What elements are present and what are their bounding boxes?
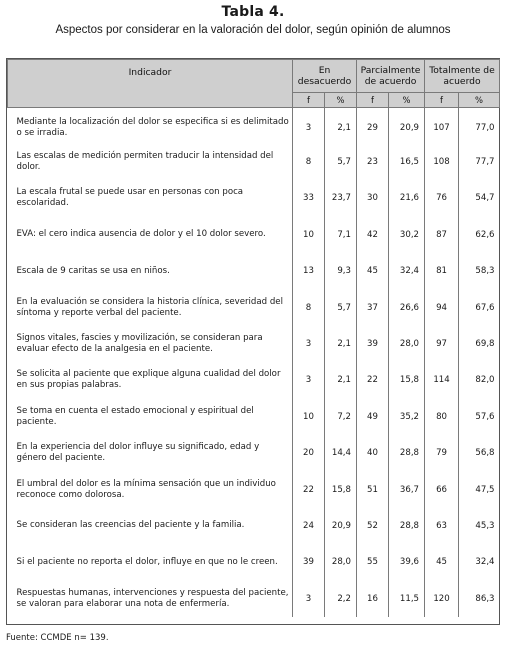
en-desacuerdo-pct-cell: 20,9 [325, 508, 357, 544]
table-body [8, 108, 500, 617]
table-row [8, 180, 500, 216]
totalmente-f-cell: 63 [425, 508, 459, 544]
parcialmente-f-cell: 52 [357, 508, 389, 544]
parcialmente-pct-cell: 32,4 [389, 253, 425, 289]
parcialmente-pct-cell: 39,6 [389, 544, 425, 580]
en-desacuerdo-f-cell: 3 [293, 362, 325, 398]
en-desacuerdo-f-cell: 22 [293, 471, 325, 507]
en-desacuerdo-pct-cell: 15,8 [325, 471, 357, 507]
indicator-cell: Respuestas humanas, intervenciones y respuesta del paciente, se valoran para elaborar una nota de enfermería. [16, 587, 289, 609]
table-row [8, 253, 500, 289]
en-desacuerdo-f-cell: 3 [293, 108, 325, 144]
en-desacuerdo-f-cell: 3 [293, 326, 325, 362]
parcialmente-f-cell: 39 [357, 326, 389, 362]
header-pct: % [389, 93, 425, 108]
parcialmente-pct-cell: 11,5 [389, 581, 425, 617]
en-desacuerdo-f-cell: 13 [293, 253, 325, 289]
header-f: f [357, 93, 389, 108]
totalmente-pct-cell: 58,3 [459, 253, 500, 289]
parcialmente-f-cell: 23 [357, 144, 389, 180]
totalmente-f-cell: 66 [425, 471, 459, 507]
parcialmente-f-cell: 29 [357, 108, 389, 144]
en-desacuerdo-f-cell: 39 [293, 544, 325, 580]
parcialmente-pct-cell: 35,2 [389, 399, 425, 435]
en-desacuerdo-pct-cell: 7,2 [325, 399, 357, 435]
totalmente-f-cell: 45 [425, 544, 459, 580]
totalmente-pct-cell: 54,7 [459, 180, 500, 216]
header-pct: % [325, 93, 357, 108]
table-row [8, 581, 500, 617]
parcialmente-pct-cell: 28,8 [389, 508, 425, 544]
source-note: Fuente: CCMDE n= 139. [6, 633, 109, 643]
data-table-frame [6, 58, 500, 625]
parcialmente-f-cell: 37 [357, 289, 389, 325]
parcialmente-f-cell: 30 [357, 180, 389, 216]
en-desacuerdo-f-cell: 10 [293, 399, 325, 435]
totalmente-f-cell: 114 [425, 362, 459, 398]
indicator-cell: En la evaluación se considera la historia clínica, severidad del síntoma y reporte verbal del paciente. [16, 296, 283, 318]
en-desacuerdo-pct-cell: 5,7 [325, 289, 357, 325]
parcialmente-pct-cell: 21,6 [389, 180, 425, 216]
totalmente-pct-cell: 47,5 [459, 471, 500, 507]
parcialmente-pct-cell: 30,2 [389, 217, 425, 253]
en-desacuerdo-f-cell: 10 [293, 217, 325, 253]
parcialmente-f-cell: 16 [357, 581, 389, 617]
header-totalmente-de-acuerdo: Totalmente de acuerdo [425, 60, 500, 93]
totalmente-pct-cell: 77,7 [459, 144, 500, 180]
parcialmente-pct-cell: 28,0 [389, 326, 425, 362]
totalmente-f-cell: 81 [425, 253, 459, 289]
indicator-cell: Se solicita al paciente que explique alguna cualidad del dolor en sus propias palabras. [16, 369, 281, 391]
totalmente-pct-cell: 45,3 [459, 508, 500, 544]
parcialmente-pct-cell: 20,9 [389, 108, 425, 144]
en-desacuerdo-pct-cell: 2,1 [325, 326, 357, 362]
totalmente-f-cell: 94 [425, 289, 459, 325]
indicator-cell: EVA: el cero indica ausencia de dolor y el 10 dolor severo. [16, 229, 266, 240]
table-row [8, 326, 500, 362]
data-table [7, 59, 500, 617]
en-desacuerdo-pct-cell: 5,7 [325, 144, 357, 180]
en-desacuerdo-pct-cell: 2,1 [325, 362, 357, 398]
totalmente-pct-cell: 56,8 [459, 435, 500, 471]
header-f: f [293, 93, 325, 108]
totalmente-f-cell: 97 [425, 326, 459, 362]
parcialmente-pct-cell: 26,6 [389, 289, 425, 325]
en-desacuerdo-f-cell: 33 [293, 180, 325, 216]
totalmente-pct-cell: 32,4 [459, 544, 500, 580]
indicator-cell: Las escalas de medición permiten traducir la intensidad del dolor. [16, 151, 274, 173]
totalmente-f-cell: 120 [425, 581, 459, 617]
en-desacuerdo-f-cell: 20 [293, 435, 325, 471]
table-row [8, 544, 500, 580]
parcialmente-f-cell: 22 [357, 362, 389, 398]
header-parcialmente-de-acuerdo: Parcialmente de acuerdo [357, 60, 425, 93]
en-desacuerdo-f-cell: 3 [293, 581, 325, 617]
totalmente-pct-cell: 77,0 [459, 108, 500, 144]
parcialmente-f-cell: 49 [357, 399, 389, 435]
parcialmente-pct-cell: 16,5 [389, 144, 425, 180]
parcialmente-f-cell: 51 [357, 471, 389, 507]
table-row [8, 289, 500, 325]
table-row [8, 435, 500, 471]
header-indicador: Indicador [8, 60, 293, 108]
indicator-cell: Signos vitales, fascies y movilización, se consideran para evaluar efecto de la analgesia en el paciente. [16, 333, 263, 355]
totalmente-f-cell: 108 [425, 144, 459, 180]
en-desacuerdo-pct-cell: 9,3 [325, 253, 357, 289]
indicator-cell: Se toma en cuenta el estado emocional y espiritual del paciente. [16, 405, 254, 427]
en-desacuerdo-pct-cell: 7,1 [325, 217, 357, 253]
parcialmente-pct-cell: 28,8 [389, 435, 425, 471]
table-row [8, 144, 500, 180]
totalmente-pct-cell: 82,0 [459, 362, 500, 398]
indicator-cell: El umbral del dolor es la mínima sensación que un individuo reconoce como dolorosa. [16, 478, 276, 500]
header-en-desacuerdo: En desacuerdo [293, 60, 357, 93]
totalmente-pct-cell: 67,6 [459, 289, 500, 325]
totalmente-f-cell: 87 [425, 217, 459, 253]
table-subtitle: Aspectos por considerar en la valoración del dolor, según opinión de alumnos [55, 24, 451, 36]
en-desacuerdo-f-cell: 8 [293, 144, 325, 180]
totalmente-f-cell: 80 [425, 399, 459, 435]
parcialmente-f-cell: 55 [357, 544, 389, 580]
indicator-cell: Si el paciente no reporta el dolor, influye en que no le creen. [16, 556, 278, 567]
indicator-cell: En la experiencia del dolor influye su significado, edad y género del paciente. [16, 442, 260, 464]
en-desacuerdo-pct-cell: 23,7 [325, 180, 357, 216]
indicator-cell: Se consideran las creencias del paciente y la familia. [16, 520, 245, 531]
table-row [8, 508, 500, 544]
en-desacuerdo-f-cell: 8 [293, 289, 325, 325]
indicator-cell: La escala frutal se puede usar en personas con poca escolaridad. [16, 187, 244, 209]
table-row [8, 362, 500, 398]
totalmente-pct-cell: 86,3 [459, 581, 500, 617]
header-f: f [425, 93, 459, 108]
en-desacuerdo-pct-cell: 14,4 [325, 435, 357, 471]
en-desacuerdo-pct-cell: 2,2 [325, 581, 357, 617]
totalmente-f-cell: 107 [425, 108, 459, 144]
indicator-cell: Escala de 9 caritas se usa en niños. [16, 265, 170, 276]
en-desacuerdo-f-cell: 24 [293, 508, 325, 544]
parcialmente-pct-cell: 15,8 [389, 362, 425, 398]
parcialmente-f-cell: 42 [357, 217, 389, 253]
totalmente-f-cell: 76 [425, 180, 459, 216]
totalmente-f-cell: 79 [425, 435, 459, 471]
totalmente-pct-cell: 57,6 [459, 399, 500, 435]
totalmente-pct-cell: 62,6 [459, 217, 500, 253]
table-row [8, 471, 500, 507]
header-pct: % [459, 93, 500, 108]
table-row [8, 108, 500, 144]
en-desacuerdo-pct-cell: 2,1 [325, 108, 357, 144]
en-desacuerdo-pct-cell: 28,0 [325, 544, 357, 580]
parcialmente-f-cell: 45 [357, 253, 389, 289]
table-row [8, 217, 500, 253]
parcialmente-pct-cell: 36,7 [389, 471, 425, 507]
parcialmente-f-cell: 40 [357, 435, 389, 471]
totalmente-pct-cell: 69,8 [459, 326, 500, 362]
table-row [8, 399, 500, 435]
table-title: Tabla 4. [221, 4, 285, 20]
indicator-cell: Mediante la localización del dolor se especifica si es delimitado o se irradia. [16, 116, 289, 138]
